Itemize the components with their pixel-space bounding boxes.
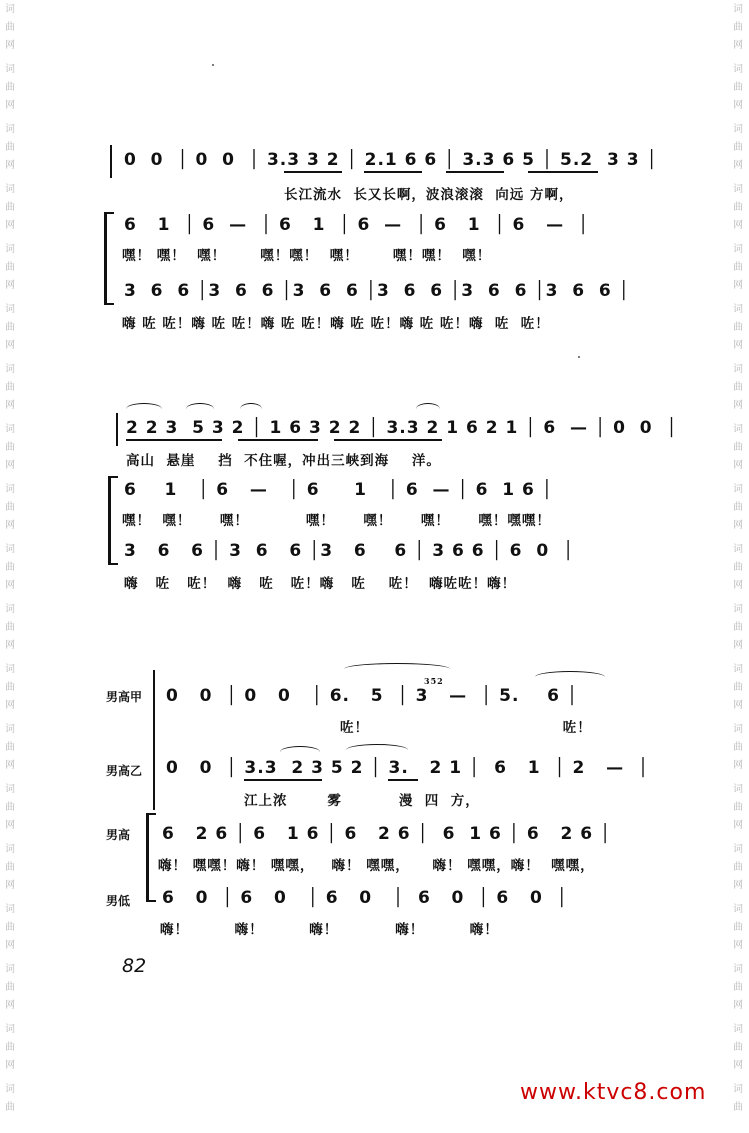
watermark-glyph: 曲 (733, 742, 743, 753)
watermark-glyph: 网 (733, 580, 743, 591)
system1-harmony2-notes: 3 6 6 │3 6 6 │3 6 6 │3 6 6 │3 6 6 │3 6 6 │ (124, 281, 630, 301)
watermark-glyph: 词 (733, 244, 743, 255)
system1-harmony1-notes: 6 1 │ 6 — │ 6 1 │ 6 — │ 6 1 │ 6 — │ (124, 215, 590, 235)
system3-part1-lyrics: 咗！ 咗！ (340, 720, 592, 736)
system3-part4-notes: 6 0 │ 6 0 │ 6 0 │ 6 0 │ 6 0 │ (162, 888, 568, 908)
watermark-glyph: 曲 (733, 802, 743, 813)
watermark-glyph: 词 (733, 424, 743, 435)
watermark-glyph: 曲 (5, 682, 15, 693)
watermark-glyph: 曲 (733, 862, 743, 873)
part-label-2: 男高乙 (106, 764, 143, 778)
watermark-glyph: 词 (5, 4, 15, 15)
watermark-glyph: 词 (5, 244, 15, 255)
watermark-glyph: 曲 (733, 142, 743, 153)
watermark-glyph: 网 (733, 700, 743, 711)
watermark-glyph: 网 (5, 520, 15, 531)
watermark-glyph: 词 (5, 124, 15, 135)
watermark-glyph: 词 (5, 484, 15, 495)
watermark-glyph: 词 (5, 784, 15, 795)
watermark-glyph: 词 (733, 364, 743, 375)
watermark-glyph: 词 (5, 184, 15, 195)
watermark-glyph: 词 (5, 1024, 15, 1035)
bar-line (110, 145, 112, 178)
watermark-glyph: 网 (733, 820, 743, 831)
slur (344, 663, 450, 670)
watermark-glyph: 曲 (5, 802, 15, 813)
watermark-glyph: 词 (733, 1024, 743, 1035)
watermark-glyph: 曲 (733, 382, 743, 393)
watermark-glyph: 词 (5, 664, 15, 675)
watermark-glyph: 曲 (5, 982, 15, 993)
watermark-glyph: 网 (733, 520, 743, 531)
watermark-glyph: 网 (733, 940, 743, 951)
watermark-glyph: 词 (5, 604, 15, 615)
system3-brace (146, 815, 149, 901)
watermark-glyph: 曲 (733, 622, 743, 633)
watermark-glyph: 词 (5, 844, 15, 855)
watermark-glyph: 曲 (733, 1042, 743, 1053)
watermark-glyph: 曲 (5, 922, 15, 933)
watermark-glyph: 曲 (733, 322, 743, 333)
beam (284, 171, 342, 173)
watermark-glyph: 词 (733, 964, 743, 975)
watermark-glyph: 网 (733, 100, 743, 111)
watermark-glyph: 曲 (5, 142, 15, 153)
beam (334, 439, 442, 441)
system2-brace (108, 478, 111, 564)
watermark-glyph: 词 (733, 784, 743, 795)
watermark-glyph: 词 (733, 304, 743, 315)
slur (126, 403, 162, 410)
system3-part3-lyrics: 嗨！ 嘿嘿！嗨！ 嘿嘿， 嗨！ 嘿嘿， 嗨！ 嘿嘿，嗨！ 嘿嘿， (158, 858, 595, 874)
watermark-glyph: 网 (5, 40, 15, 51)
watermark-glyph: 网 (5, 160, 15, 171)
watermark-glyph: 网 (733, 160, 743, 171)
watermark-glyph: 网 (733, 1000, 743, 1011)
system1-brace (104, 214, 107, 304)
system2-melody-lyrics: 高山 悬崖 挡 不住喔，冲出三峡到海 洋。 (126, 453, 441, 469)
watermark-glyph: 网 (5, 760, 15, 771)
system2-harmony1-lyrics: 嘿！ 嘿！ 嘿！ 嘿！ 嘿！ 嘿！ 嘿！嘿嘿！ (122, 513, 551, 529)
watermark-glyph: 网 (5, 700, 15, 711)
watermark-glyph: 网 (5, 940, 15, 951)
watermark-glyph: 曲 (5, 202, 15, 213)
watermark-glyph: 网 (733, 1060, 743, 1071)
watermark-glyph: 词 (733, 724, 743, 735)
brace-bottom (104, 303, 114, 305)
watermark-glyph: 网 (5, 220, 15, 231)
watermark-glyph: 网 (5, 400, 15, 411)
watermark-glyph: 网 (733, 640, 743, 651)
watermark-glyph: 曲 (5, 862, 15, 873)
watermark-glyph: 曲 (5, 82, 15, 93)
slur (346, 744, 408, 751)
watermark-glyph: 网 (5, 820, 15, 831)
system1-melody-lyrics: 长江流水 长又长啊，波浪滚滚 向远 方啊， (284, 187, 574, 203)
watermark-glyph: 网 (733, 760, 743, 771)
watermark-glyph: 词 (733, 904, 743, 915)
watermark-glyph: 曲 (733, 22, 743, 33)
watermark-glyph: 词 (5, 424, 15, 435)
watermark-glyph: 曲 (733, 982, 743, 993)
brace-bottom (108, 563, 118, 565)
watermark-glyph: 网 (5, 1000, 15, 1011)
part-label-4: 男低 (106, 894, 131, 908)
watermark-glyph: 曲 (5, 1102, 15, 1113)
watermark-glyph: 曲 (5, 442, 15, 453)
watermark-glyph: 词 (733, 844, 743, 855)
watermark-glyph: 网 (5, 880, 15, 891)
watermark-glyph: 网 (5, 100, 15, 111)
beam (244, 779, 322, 781)
system3-part3-notes: 6 2 6 │ 6 1 6 │ 6 2 6 │ 6 1 6 │ 6 2 6 │ (162, 824, 612, 844)
system2-harmony2-notes: 3 6 6 │ 3 6 6 │3 6 6 │ 3 6 6 │ 6 0 │ (124, 541, 575, 561)
bar-line (116, 413, 118, 446)
brace-top (108, 476, 118, 478)
watermark-glyph: 词 (733, 64, 743, 75)
watermark-glyph: 词 (5, 544, 15, 555)
watermark-glyph: 词 (5, 64, 15, 75)
watermark-glyph: 曲 (5, 622, 15, 633)
watermark-glyph: 词 (5, 304, 15, 315)
watermark-glyph: 词 (733, 664, 743, 675)
system1-melody-notes: 0 0 │ 0 0 │ 3.3 3 2 │ 2.1 6 6 │ 3.3 6 5 │ 5.2 3 3 │ (124, 150, 658, 170)
watermark-glyph: 网 (5, 460, 15, 471)
watermark-left (3, 0, 17, 1133)
beam (364, 171, 422, 173)
watermark-glyph: 曲 (5, 322, 15, 333)
system1-harmony2-lyrics: 嗨 咗 咗！嗨 咗 咗！嗨 咗 咗！嗨 咗 咗！嗨 咗 咗！嗨 咗 咗！ (122, 316, 550, 332)
watermark-glyph: 词 (5, 724, 15, 735)
watermark-glyph: 词 (5, 964, 15, 975)
watermark-glyph: 网 (733, 220, 743, 231)
watermark-glyph: 词 (733, 184, 743, 195)
watermark-glyph: 网 (5, 280, 15, 291)
brace-top (104, 212, 114, 214)
watermark-glyph: 词 (733, 1084, 743, 1095)
beam (126, 439, 222, 441)
system3-part2-lyrics: 江上浓 雾 漫 四 方， (244, 793, 480, 809)
brace-bottom (146, 900, 156, 902)
slur (280, 746, 320, 753)
watermark-glyph: 曲 (733, 562, 743, 573)
watermark-glyph: 网 (5, 1060, 15, 1071)
watermark-glyph: 曲 (5, 382, 15, 393)
system1-harmony1-lyrics: 嘿！ 嘿！ 嘿！ 嘿！嘿！ 嘿！ 嘿！嘿！ 嘿！ (122, 248, 492, 264)
slur (416, 403, 440, 410)
watermark-glyph: 曲 (733, 442, 743, 453)
slur (535, 671, 605, 678)
brace-top (146, 813, 156, 815)
watermark-glyph: 网 (5, 580, 15, 591)
watermark-glyph: 网 (5, 340, 15, 351)
watermark-glyph: 曲 (5, 22, 15, 33)
site-mark[interactable]: www.ktvc8.com (520, 1080, 707, 1105)
grace-notes: 352 (424, 676, 444, 686)
watermark-glyph: 曲 (733, 502, 743, 513)
beam (446, 171, 504, 173)
watermark-glyph: 网 (733, 280, 743, 291)
watermark-glyph: 曲 (733, 1102, 743, 1113)
watermark-right (731, 0, 745, 1133)
system2-melody-notes: 2 2 3 5 3 2 │ 1 6 3 2 2 │ 3.3 2 1 6 2 1 │ 6 — │ 0 0 │ (126, 418, 678, 438)
watermark-glyph: 网 (733, 340, 743, 351)
part-label-3: 男高 (106, 828, 131, 842)
watermark-glyph: 词 (5, 1084, 15, 1095)
watermark-glyph: 词 (733, 124, 743, 135)
watermark-glyph: 网 (5, 640, 15, 651)
system3-part1-notes: 0 0 │ 0 0 │ 6. 5 │ 3 — │ 5. 6 │ (166, 686, 579, 706)
speck (578, 356, 580, 358)
watermark-glyph: 曲 (733, 262, 743, 273)
watermark-glyph: 曲 (733, 82, 743, 93)
watermark-glyph: 曲 (5, 742, 15, 753)
watermark-glyph: 词 (5, 364, 15, 375)
watermark-glyph: 曲 (733, 202, 743, 213)
watermark-glyph: 曲 (5, 262, 15, 273)
watermark-glyph: 词 (733, 4, 743, 15)
watermark-glyph: 网 (733, 880, 743, 891)
system3-part4-lyrics: 嗨！ 嗨！ 嗨！ 嗨！ 嗨！ (160, 922, 499, 938)
watermark-glyph: 词 (733, 544, 743, 555)
page-number: 82 (122, 955, 147, 977)
watermark-glyph: 网 (733, 460, 743, 471)
watermark-glyph: 曲 (5, 502, 15, 513)
system3-staff-line (153, 670, 155, 810)
slur (186, 403, 214, 410)
beam (528, 171, 598, 173)
system3-part2-notes: 0 0 │ 3.3 2 3 5 2 │ 3. 2 1 │ 6 1 │ 2 — │ (166, 758, 650, 778)
watermark-glyph: 网 (733, 400, 743, 411)
watermark-glyph: 曲 (5, 562, 15, 573)
part-label-1: 男高甲 (106, 690, 143, 704)
watermark-glyph: 词 (733, 484, 743, 495)
speck (212, 64, 214, 66)
watermark-glyph: 词 (5, 904, 15, 915)
beam (388, 779, 418, 781)
watermark-glyph: 词 (733, 604, 743, 615)
watermark-glyph: 曲 (5, 1042, 15, 1053)
system2-harmony2-lyrics: 嗨 咗 咗！ 嗨 咗 咗！嗨 咗 咗！ 嗨咗咗！嗨！ (124, 576, 517, 592)
slur (240, 403, 262, 410)
watermark-glyph: 曲 (733, 922, 743, 933)
system2-harmony1-notes: 6 1 │ 6 — │ 6 1 │ 6 — │ 6 1 6 │ (124, 480, 554, 500)
watermark-glyph: 网 (733, 40, 743, 51)
watermark-glyph: 曲 (733, 682, 743, 693)
beam (238, 439, 318, 441)
